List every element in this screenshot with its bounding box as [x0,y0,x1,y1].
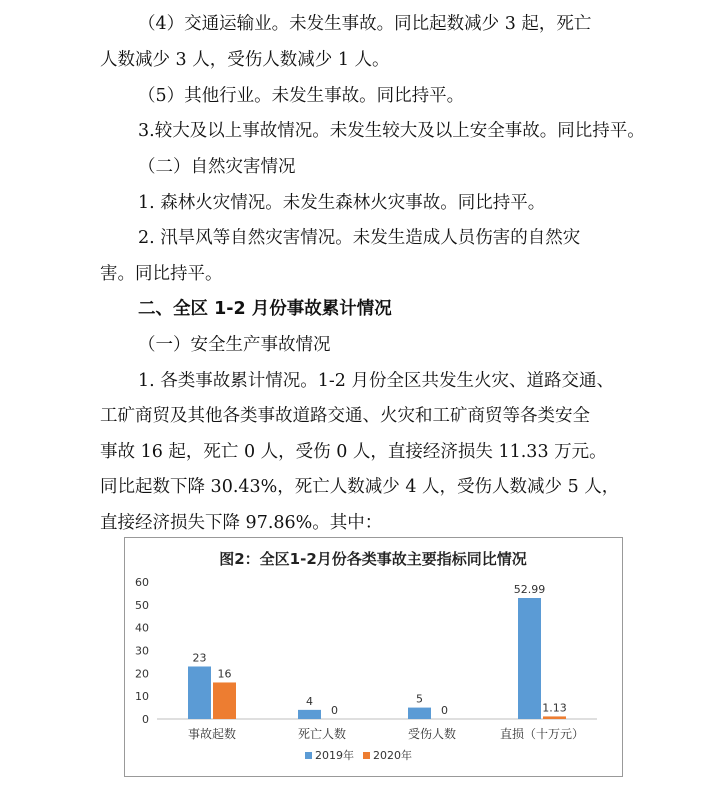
legend-label: 2019年 [315,749,354,762]
legend-swatch [305,752,312,759]
data-label: 1.13 [542,701,567,715]
y-tick-label: 0 [142,713,149,726]
data-label: 5 [416,692,423,706]
data-label: 0 [331,704,338,717]
y-tick-label: 40 [135,621,149,635]
data-label: 23 [192,651,207,665]
text-line: 人数减少 3 人，受伤人数减少 1 人。 [100,50,390,70]
bar-2020 [213,682,236,719]
text-line: 1. 森林火灾情况。未发生森林火灾事故。同比持平。 [138,193,546,213]
data-label: 16 [217,667,232,681]
chart-title: 图2：全区1-2月份各类事故主要指标同比情况 [219,550,527,568]
text-line: 害。同比持平。 [100,264,223,284]
text-line: 1. 各类事故累计情况。1-2 月份全区共发生火灾、道路交通、 [138,371,615,391]
data-label: 52.99 [513,583,546,597]
text-line: 2. 汛旱风等自然灾害情况。未发生造成人员伤害的自然灾 [138,228,581,248]
x-axis [188,726,584,741]
bar-2020 [543,716,566,719]
legend-swatch [363,752,370,759]
text-line: （4）交通运输业。未发生事故。同比起数减少 3 起，死亡 [138,14,592,34]
x-tick-label: 直损（十万元） [499,727,585,741]
y-tick-label: 20 [135,667,149,681]
chart-container [124,537,623,777]
legend-label: 2020年 [373,749,412,762]
y-tick-label: 60 [135,576,149,589]
y-tick-label: 50 [135,598,149,612]
bars-group [188,598,566,719]
x-tick-label: 事故起数 [187,727,237,741]
data-labels-group [193,583,567,717]
text-line: 同比起数下降 30.43%，死亡人数减少 4 人，受伤人数减少 5 人， [100,477,620,497]
y-tick-label: 30 [135,644,149,658]
data-label: 4 [306,694,313,708]
y-tick-label: 10 [135,690,149,704]
bar-2019 [188,666,211,719]
text-line: 3.较大及以上事故情况。未发生较大及以上安全事故。同比持平。 [138,121,645,141]
legend [305,748,412,762]
bar-chart [125,538,622,776]
section-subheading: （二）自然灾害情况 [138,157,296,177]
section-subheading: （一）安全生产事故情况 [138,335,331,355]
text-line: （5）其他行业。未发生事故。同比持平。 [138,86,465,106]
text-line: 工矿商贸及其他各类事故道路交通、火灾和工矿商贸等各类安全 [100,406,590,426]
x-tick-label: 受伤人数 [407,727,457,741]
text-line: 直接经济损失下降 97.86%。其中： [100,513,383,533]
bar-2019 [408,708,431,719]
y-axis [135,576,149,726]
bar-2019 [298,710,321,719]
x-tick-label: 死亡人数 [297,727,347,741]
section-heading: 二、全区 1-2 月份事故累计情况 [138,299,392,319]
bar-2019 [518,598,541,719]
data-label: 0 [441,704,448,717]
text-line: 事故 16 起，死亡 0 人，受伤 0 人，直接经济损失 11.33 万元。 [100,442,607,462]
